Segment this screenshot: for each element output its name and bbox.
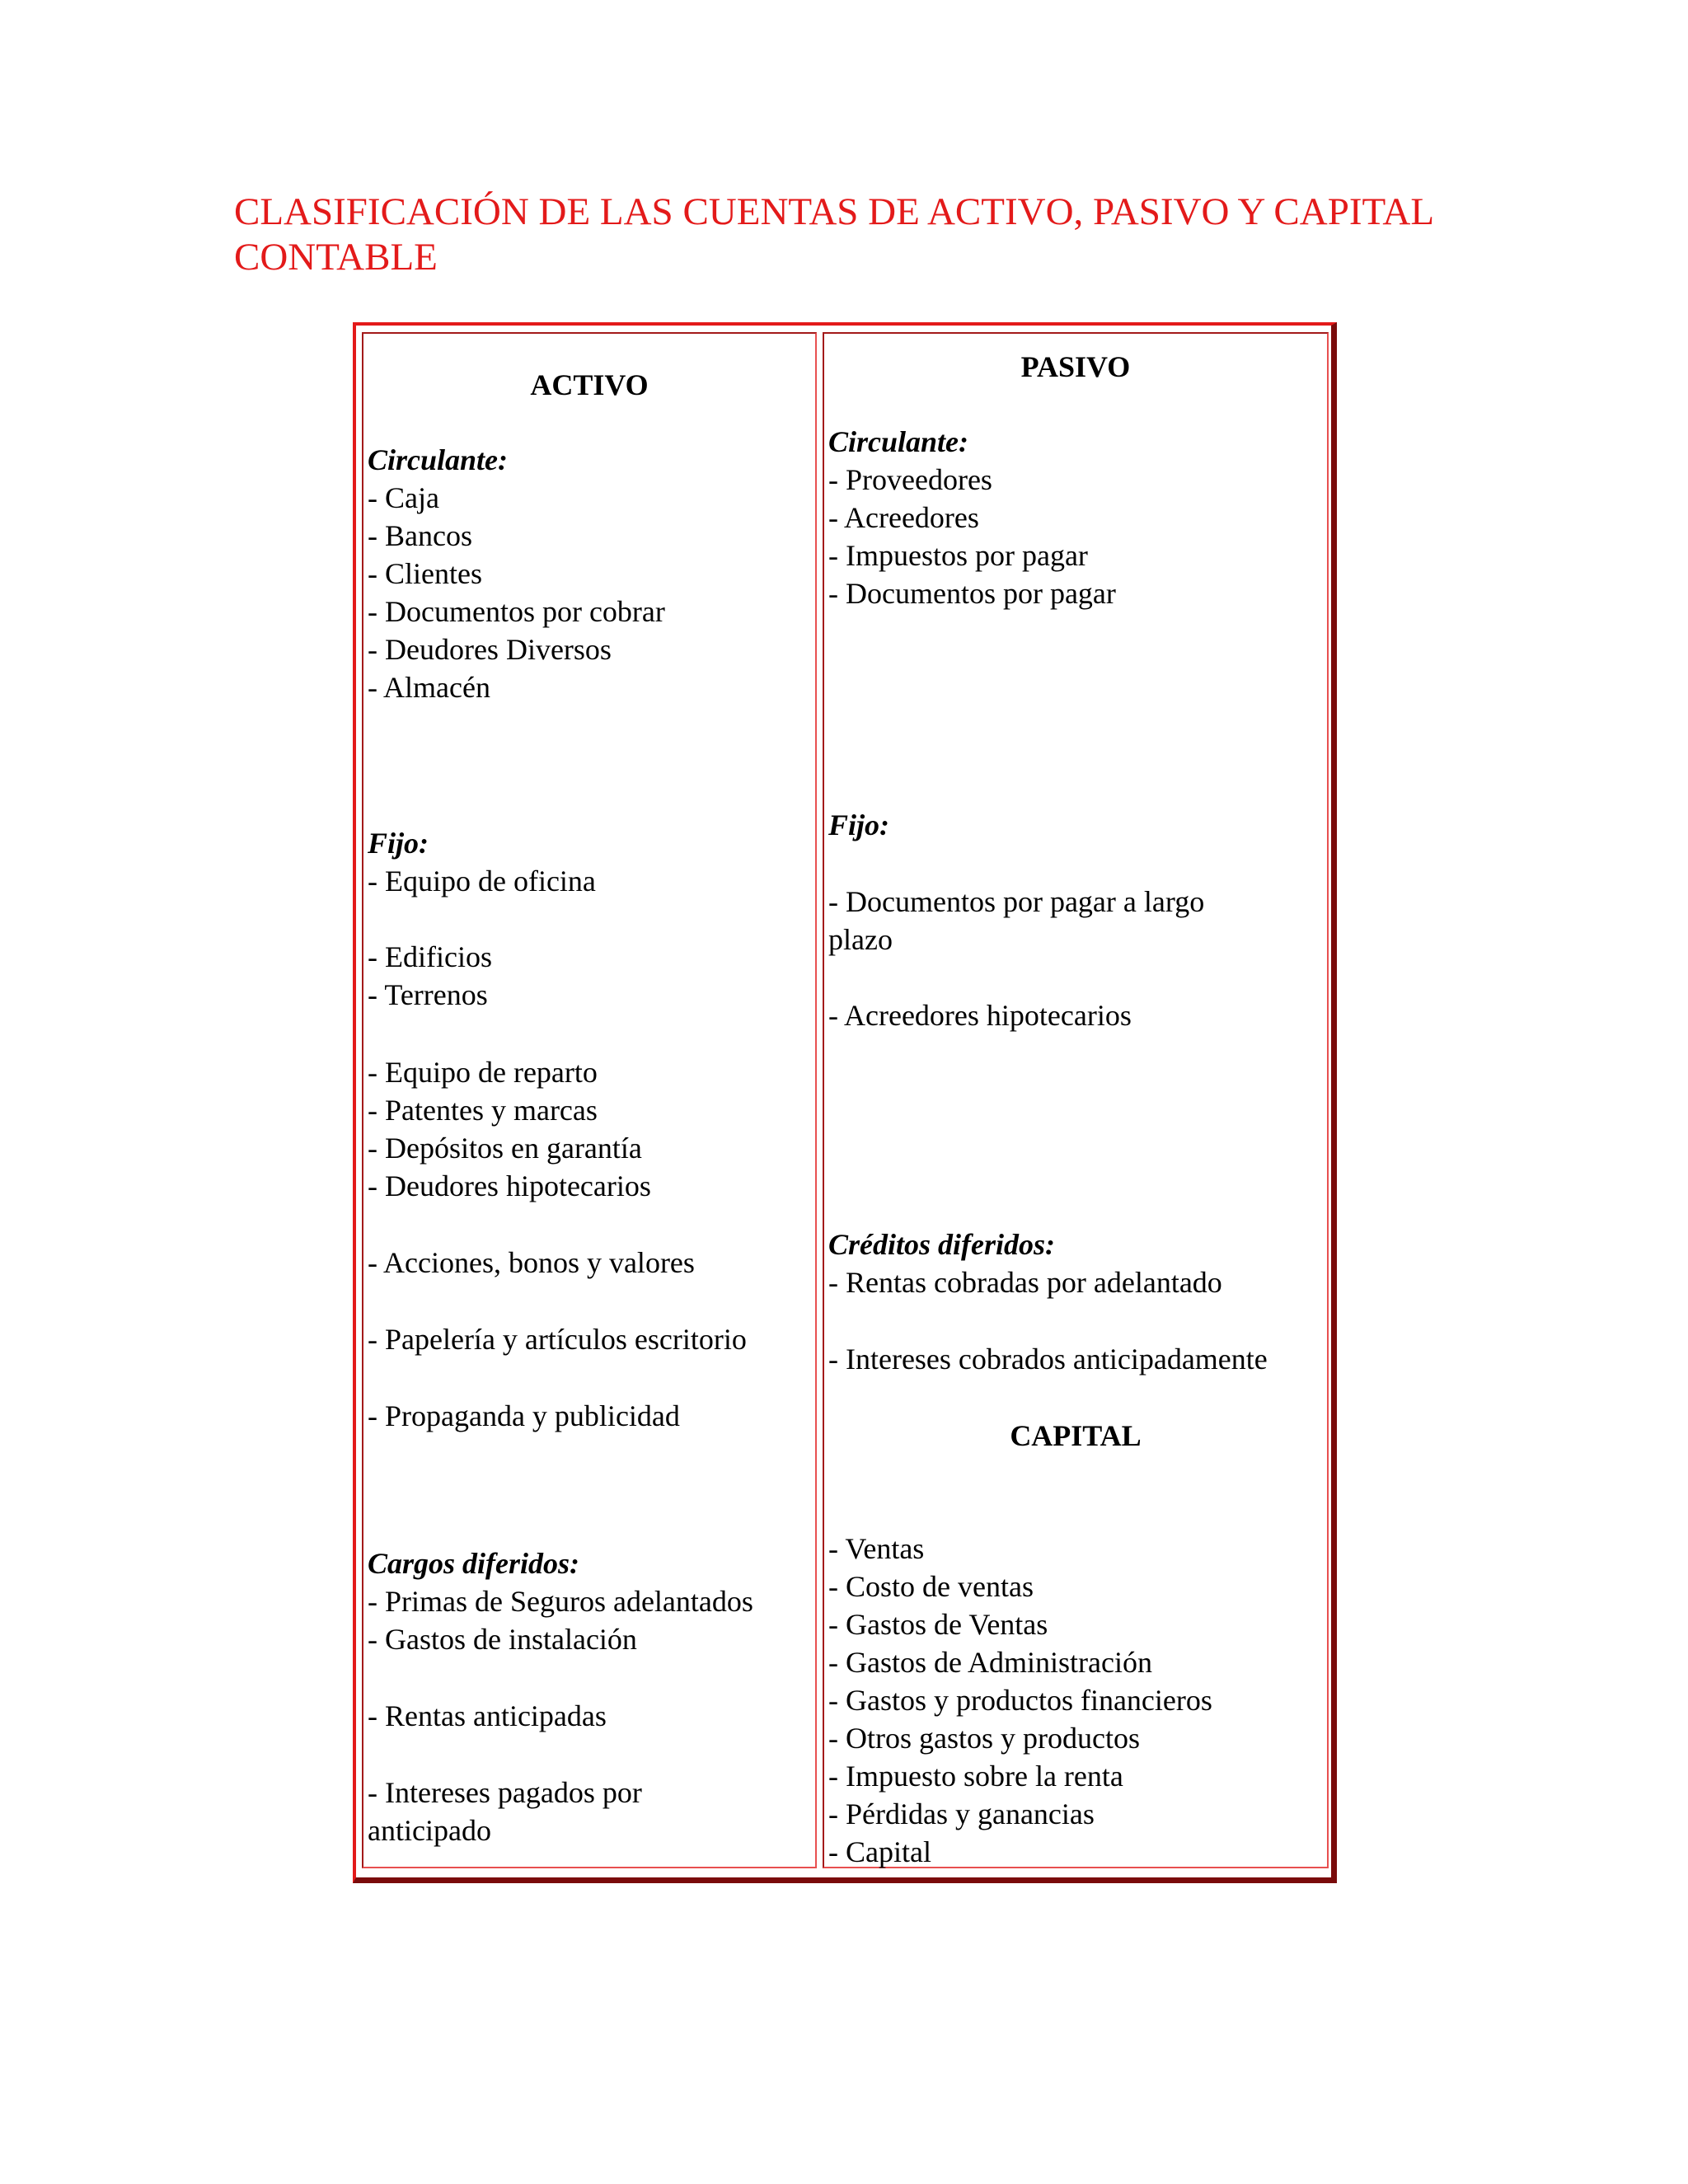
list-item: - Ventas bbox=[828, 1532, 925, 1565]
list-item: - Deudores Diversos bbox=[368, 633, 612, 666]
activo-cargos-diferidos-label: Cargos diferidos: bbox=[368, 1547, 580, 1580]
list-item: - Equipo de reparto bbox=[368, 1056, 598, 1089]
list-item: - Impuestos por pagar bbox=[828, 539, 1088, 572]
list-item: - Papelería y artículos escritorio bbox=[368, 1323, 747, 1356]
pasivo-fijo-label: Fijo: bbox=[828, 808, 890, 841]
list-item: - Deudores hipotecarios bbox=[368, 1169, 651, 1202]
list-item: - Documentos por pagar bbox=[828, 577, 1116, 610]
pasivo-heading: PASIVO bbox=[1020, 350, 1131, 383]
list-item: - Documentos por cobrar bbox=[368, 595, 665, 628]
list-item: - Propaganda y publicidad bbox=[368, 1399, 680, 1432]
activo-fijo-label: Fijo: bbox=[368, 827, 429, 860]
list-item: - Gastos y productos financieros bbox=[828, 1684, 1212, 1717]
accounts-classification-table bbox=[353, 322, 1337, 1883]
list-item: - Impuesto sobre la renta bbox=[828, 1760, 1123, 1793]
list-item: - Caja bbox=[368, 481, 439, 514]
pasivo-circulante-label: Circulante: bbox=[828, 425, 969, 458]
list-item: - Intereses pagados por bbox=[368, 1776, 642, 1809]
list-item: - Primas de Seguros adelantados bbox=[368, 1585, 753, 1618]
list-item: - Bancos bbox=[368, 519, 472, 552]
list-item: - Almacén bbox=[368, 671, 490, 704]
list-item: - Pérdidas y ganancias bbox=[828, 1797, 1095, 1830]
pasivo-capital-column bbox=[823, 332, 1329, 1868]
list-item: - Patentes y marcas bbox=[368, 1094, 598, 1127]
list-item: plazo bbox=[828, 923, 893, 956]
list-item: - Edificios bbox=[368, 940, 492, 973]
list-item: - Otros gastos y productos bbox=[828, 1722, 1140, 1755]
list-item: - Acciones, bonos y valores bbox=[368, 1246, 695, 1279]
list-item: - Equipo de oficina bbox=[368, 865, 596, 898]
list-item: - Documentos por pagar a largo bbox=[828, 885, 1205, 918]
list-item: - Terrenos bbox=[368, 978, 488, 1011]
activo-heading: ACTIVO bbox=[530, 368, 649, 401]
list-item: - Rentas anticipadas bbox=[368, 1699, 607, 1732]
list-item: - Costo de ventas bbox=[828, 1570, 1034, 1603]
list-item: - Intereses cobrados anticipadamente bbox=[828, 1343, 1268, 1376]
capital-heading: CAPITAL bbox=[1010, 1419, 1142, 1452]
list-item: - Acreedores bbox=[828, 501, 979, 534]
list-item: - Gastos de Ventas bbox=[828, 1608, 1048, 1641]
activo-column bbox=[362, 332, 817, 1868]
list-item: - Rentas cobradas por adelantado bbox=[828, 1266, 1222, 1299]
list-item: - Proveedores bbox=[828, 463, 992, 496]
list-item: - Depósitos en garantía bbox=[368, 1132, 642, 1165]
document-title: CLASIFICACIÓN DE LAS CUENTAS DE ACTIVO, PASIVO Y CAPITAL CONTABLE bbox=[234, 190, 1433, 279]
list-item: - Acreedores hipotecarios bbox=[828, 999, 1132, 1032]
pasivo-creditos-diferidos-label: Créditos diferidos: bbox=[828, 1228, 1055, 1261]
list-item: anticipado bbox=[368, 1814, 491, 1847]
list-item: - Clientes bbox=[368, 557, 482, 590]
list-item: - Gastos de Administración bbox=[828, 1646, 1152, 1679]
list-item: - Gastos de instalación bbox=[368, 1623, 637, 1656]
list-item: - Capital bbox=[828, 1835, 931, 1868]
activo-circulante-label: Circulante: bbox=[368, 443, 509, 476]
